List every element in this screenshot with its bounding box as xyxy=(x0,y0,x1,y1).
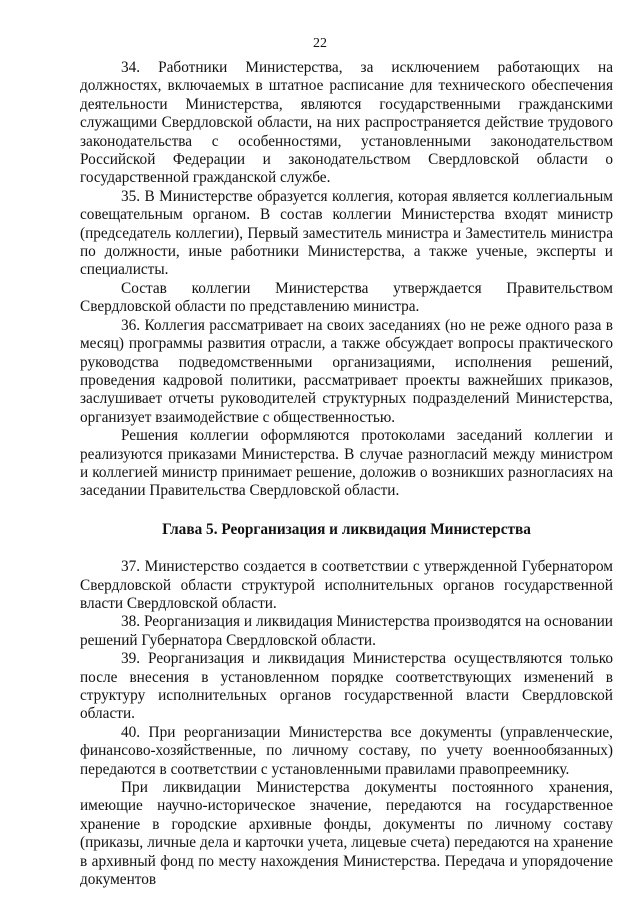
paragraph-35-collegium-composition: Состав коллегии Министерства утверждается Правительством Свердловской области по представлению министра. xyxy=(80,279,613,316)
paragraph-37: 37. Министерство создается в соответствии с утвержденной Губернатором Свердловской области структурой исполнительных органов государственной власти Свердловской области. xyxy=(80,558,613,612)
page-number: 22 xyxy=(313,36,327,51)
paragraph-38: 38. Реорганизация и ликвидация Министерства производятся на основании решений Губернатора Свердловской области. xyxy=(80,613,613,649)
paragraph-35: 35. В Министерстве образуется коллегия, которая является коллегиальным совещательным органом. В состав коллегии Министерства входят министр (председатель коллегии), Первый заместитель министра и Заместитель министра по должности, иные работники Министерства, а также ученые, эксперты и специалисты. xyxy=(80,187,613,279)
paragraph-39: 39. Реорганизация и ликвидация Министерства осуществляются только после внесения в установленном порядке соответствующих изменений в структуру исполнительных органов государственной власти Свердловской области. xyxy=(80,650,613,723)
paragraph-40-liquidation-documents: При ликвидации Министерства документы постоянного хранения, имеющие научно-историческое значение, передаются на государственное хранение в городские архивные фонды, документы по личному составу (приказы, личные дела и карточки учета, лицевые счета) передаются на хранение в архивный фонд по месту нахождения Министерства. Передача и упорядочение документов xyxy=(80,779,613,889)
paragraph-36-collegium-decisions: Решения коллегии оформляются протоколами заседаний коллегии и реализуются приказами Министерства. В случае разногласий между министром и коллегией министр принимает решение, доложив о возникших разногласиях на заседании Правительства Свердловской области. xyxy=(80,427,613,500)
paragraph-36: 36. Коллегия рассматривает на своих заседаниях (но не реже одного раза в месяц) программы развития отрасли, а также обсуждает вопросы практического руководства подведомственными организациями, исполнения решений, проведения кадровой политики, рассматривает проекты важнейших приказов, заслушивает отчеты руководителей структурных подразделений Министерства, организует взаимодействие с общественностью. xyxy=(80,316,613,426)
paragraph-34: 34. Работники Министерства, за исключением работающих на должностях, включаемых в штатное расписание для технического обеспечения деятельности Министерства, являются государственными гражданскими служащими Свердловской области, на них распространяется действие трудового законодательства с особенностями, установленными законодательством Российской Федерации и законодательством Свердловской области о государственной гражданской службе. xyxy=(80,59,613,187)
paragraph-40: 40. При реорганизации Министерства все документы (управленческие, финансово-хозяйственные, по личному составу, по учету военнообязанных) передаются в соответствии с установленными правилами правопреемнику. xyxy=(80,723,613,778)
document-body xyxy=(80,59,613,889)
chapter-title: Глава 5. Реорганизация и ликвидация Министерства xyxy=(162,520,531,538)
